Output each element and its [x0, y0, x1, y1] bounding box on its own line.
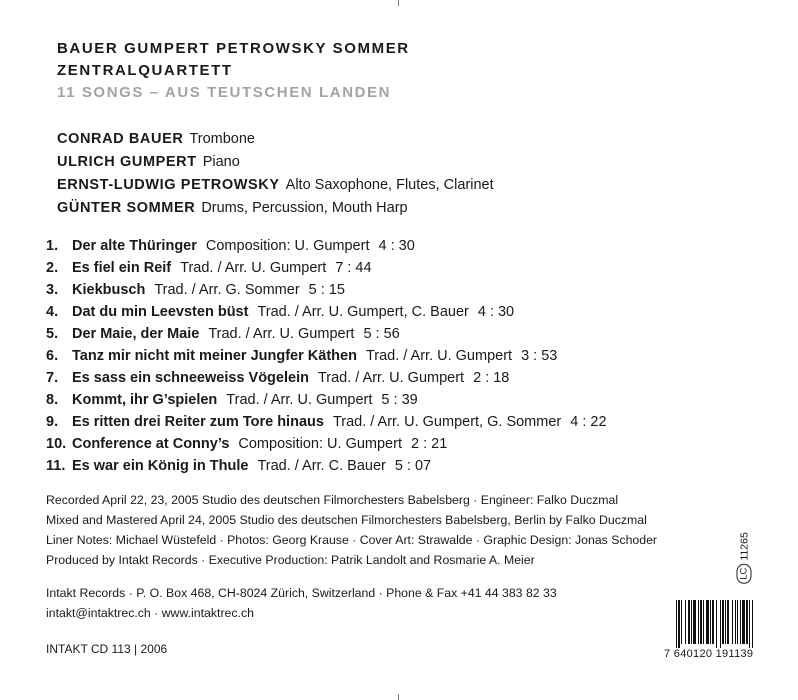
label-code-prefix: LC — [737, 564, 752, 584]
musician-name: ERNST-LUDWIG PETROWSKY — [57, 177, 280, 193]
track-credit: Trad. / Arr. U. Gumpert — [208, 326, 355, 342]
track-time: 5 : 39 — [381, 392, 418, 408]
track-time: 3 : 53 — [521, 348, 558, 364]
track-title: Kommt, ihr G’spielen — [72, 392, 218, 408]
track-number: 10. — [46, 436, 67, 452]
track-number: 7. — [46, 370, 59, 386]
track-credit: Composition: U. Gumpert — [238, 436, 402, 452]
track-title: Dat du min Leevsten büst — [72, 304, 249, 320]
credit-line: Recorded April 22, 23, 2005 Studio des deutschen Filmorchesters Babelsberg · Engineer: Falko Duczmal — [46, 493, 619, 507]
track-title: Conference at Conny’s — [72, 436, 230, 452]
track-time: 7 : 44 — [335, 260, 372, 276]
track-credit: Trad. / Arr. U. Gumpert — [317, 370, 465, 386]
track-time: 4 : 30 — [378, 238, 415, 254]
track-time: 4 : 30 — [477, 304, 515, 320]
track-time: 4 : 22 — [570, 414, 607, 430]
musician-name: GÜNTER SOMMER — [57, 200, 196, 216]
label-code-mark — [733, 520, 755, 596]
track-credit: Trad. / Arr. U. Gumpert — [180, 260, 327, 276]
header — [57, 38, 410, 104]
track-row — [46, 323, 607, 345]
track-title: Kiekbusch — [72, 282, 146, 298]
track-title: Es ritten drei Reiter zum Tore hinaus — [72, 414, 324, 430]
track-title: Tanz mir nicht mit meiner Jungfer Käthen — [72, 348, 357, 364]
track-number: 4. — [46, 304, 59, 320]
album-subtitle: 11 SONGS – AUS TEUTSCHEN LANDEN — [57, 84, 392, 101]
track-row — [46, 433, 607, 455]
track-row — [46, 345, 607, 367]
track-title: Der Maie, der Maie — [72, 326, 200, 342]
track-row — [46, 389, 607, 411]
credit-line: Liner Notes: Michael Wüstefeld · Photos: Georg Krause · Cover Art: Strawalde · Graphic Design: Jonas Schoder — [46, 533, 658, 547]
track-time: 2 : 18 — [473, 370, 510, 386]
track-time: 5 : 07 — [394, 458, 432, 474]
track-time: 5 : 15 — [308, 282, 345, 298]
track-number: 11. — [46, 458, 66, 474]
track-title: Es sass ein schneeweiss Vögelein — [72, 370, 309, 386]
track-credit: Composition: U. Gumpert — [205, 238, 370, 254]
track-list — [46, 235, 607, 477]
musician-row — [57, 151, 494, 174]
group-name: ZENTRALQUARTETT — [57, 62, 233, 79]
barcode-digits: 7 640120 191139 — [664, 648, 754, 660]
track-number: 8. — [46, 392, 59, 408]
address-line: Intakt Records · P. O. Box 468, CH-8024 Zürich, Switzerland · Phone & Fax +41 44 383 82 33 — [46, 586, 557, 600]
track-row — [46, 367, 607, 389]
label-address — [46, 583, 557, 623]
musician-list — [57, 128, 494, 220]
track-number: 1. — [46, 238, 59, 254]
track-credit: Trad. / Arr. U. Gumpert, G. Sommer — [332, 414, 562, 430]
catalog-number: INTAKT CD 113 | 2006 — [46, 642, 168, 656]
contact-line: intakt@intaktrec.ch · www.intaktrec.ch — [46, 606, 254, 620]
track-credit: Trad. / Arr. U. Gumpert — [226, 392, 373, 408]
musician-row — [57, 174, 494, 197]
track-number: 3. — [46, 282, 59, 298]
track-row — [46, 411, 607, 433]
track-time: 5 : 56 — [363, 326, 400, 342]
track-row — [46, 301, 607, 323]
track-title: Es war ein König in Thule — [72, 458, 249, 474]
musician-row — [57, 197, 494, 220]
track-number: 5. — [46, 326, 59, 342]
musician-name: ULRICH GUMPERT — [57, 154, 197, 170]
track-title: Der alte Thüringer — [72, 238, 197, 254]
crop-mark-top — [398, 0, 399, 6]
credit-line: Mixed and Mastered April 24, 2005 Studio des deutschen Filmorchesters Babelsberg, Berlin by Falko Duczmal — [46, 513, 647, 527]
track-row — [46, 235, 607, 257]
track-credit: Trad. / Arr. C. Bauer — [257, 458, 386, 474]
track-row — [46, 279, 607, 301]
track-number: 2. — [46, 260, 59, 276]
crop-mark-bottom — [398, 694, 399, 700]
track-number: 6. — [46, 348, 59, 364]
production-credits — [46, 490, 657, 570]
musician-row — [57, 128, 494, 151]
track-credit: Trad. / Arr. G. Sommer — [154, 282, 300, 298]
musician-instrument: Piano — [202, 154, 240, 170]
musician-name: CONRAD BAUER — [57, 131, 184, 147]
musician-instrument: Drums, Percussion, Mouth Harp — [201, 200, 408, 216]
track-row — [46, 257, 607, 279]
label-code-number: 11265 — [738, 532, 750, 561]
artists-line: BAUER GUMPERT PETROWSKY SOMMER — [57, 40, 410, 57]
track-credit: Trad. / Arr. U. Gumpert — [365, 348, 513, 364]
musician-instrument: Trombone — [189, 131, 255, 147]
track-number: 9. — [46, 414, 59, 430]
barcode-icon — [676, 600, 772, 648]
track-row — [46, 455, 607, 477]
credit-line: Produced by Intakt Records · Executive Production: Patrik Landolt and Rosmarie A. Meier — [46, 553, 535, 567]
track-title: Es fiel ein Reif — [72, 260, 172, 276]
track-time: 2 : 21 — [410, 436, 448, 452]
track-credit: Trad. / Arr. U. Gumpert, C. Bauer — [257, 304, 469, 320]
musician-instrument: Alto Saxophone, Flutes, Clarinet — [285, 177, 494, 193]
